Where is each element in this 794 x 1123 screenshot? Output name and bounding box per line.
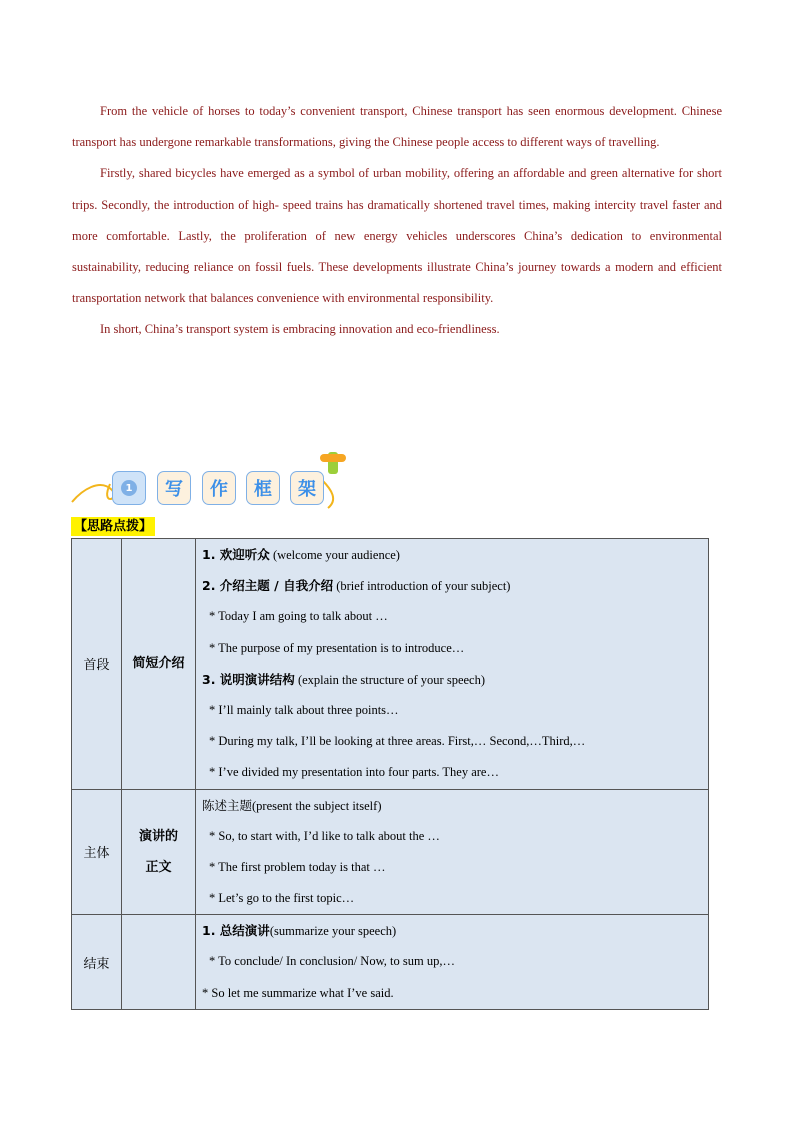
part-cell: 首段 bbox=[72, 539, 122, 790]
essay-paragraph: In short, China’s transport system is embracing innovation and eco-friendliness. bbox=[100, 322, 500, 337]
content-line: * Today I am going to talk about … bbox=[209, 609, 388, 624]
content-line: * During my talk, I’ll be looking at three areas. First,… Second,…Third,… bbox=[209, 734, 586, 749]
section-banner bbox=[70, 440, 360, 515]
content-line: 1. 欢迎听众 (welcome your audience) bbox=[202, 547, 400, 562]
content-cell bbox=[196, 539, 709, 790]
label-cell bbox=[122, 915, 196, 1010]
content-cell bbox=[196, 789, 709, 915]
section-tag: 【思路点拨】 bbox=[71, 517, 155, 536]
content-line: 1. 总结演讲(summarize your speech) bbox=[202, 923, 397, 939]
banner-char: 框 bbox=[246, 471, 280, 505]
content-line: * The first problem today is that … bbox=[209, 859, 386, 874]
section-number-chip bbox=[112, 471, 146, 505]
content-line: * I’ll mainly talk about three points… bbox=[209, 702, 399, 717]
number-circle-icon: 1 bbox=[121, 480, 137, 496]
banner-char: 作 bbox=[202, 471, 236, 505]
essay bbox=[72, 96, 722, 346]
content-line: 3. 说明演讲结构 (explain the structure of your speech) bbox=[202, 671, 486, 687]
content-line: * To conclude/ In conclusion/ Now, to sum up,… bbox=[209, 954, 455, 969]
label-cell: 演讲的 正文 bbox=[122, 789, 196, 915]
content-line: * So, to start with, I’d like to talk about the … bbox=[209, 828, 440, 843]
content-cell bbox=[196, 915, 709, 1010]
content-line: 陈述主题(present the subject itself) bbox=[202, 797, 382, 813]
content-line: * I’ve divided my presentation into four parts. They are… bbox=[209, 765, 499, 780]
essay-paragraph: From the vehicle of horses to today’s convenient transport, Chinese transport has seen enormous development. Chinese transport has undergone remarkable transformations, giving the Chinese people access to different ways of travelling. bbox=[72, 104, 722, 150]
content-line: * So let me summarize what I’ve said. bbox=[202, 985, 394, 1000]
part-cell: 结束 bbox=[72, 915, 122, 1010]
label-cell: 简短介绍 bbox=[122, 539, 196, 790]
essay-paragraph: Firstly, shared bicycles have emerged as a symbol of urban mobility, offering an affordable and green alternative for short trips. Secondly, the introduction of high- speed trains has dramatically shortened travel times, making intercity travel faster and more comfortable. Lastly, the proliferation of new energy vehicles underscores China’s dedication to environmental sustainability, reducing reliance on fossil fuels. These developments illustrate China’s journey towards a modern and efficient transportation network that balances convenience with environmental responsibility. bbox=[72, 166, 722, 306]
content-line: * The purpose of my presentation is to introduce… bbox=[209, 640, 465, 655]
banner-char: 写 bbox=[157, 471, 191, 505]
table-row bbox=[72, 539, 709, 790]
banner-char: 架 bbox=[290, 471, 324, 505]
table-row bbox=[72, 915, 709, 1010]
content-line: 2. 介绍主题 / 自我介绍 (brief introduction of your subject) bbox=[202, 578, 511, 594]
content-line: * Let’s go to the first topic… bbox=[209, 891, 355, 906]
table-row bbox=[72, 789, 709, 915]
writing-framework-table bbox=[71, 538, 709, 1010]
part-cell: 主体 bbox=[72, 789, 122, 915]
